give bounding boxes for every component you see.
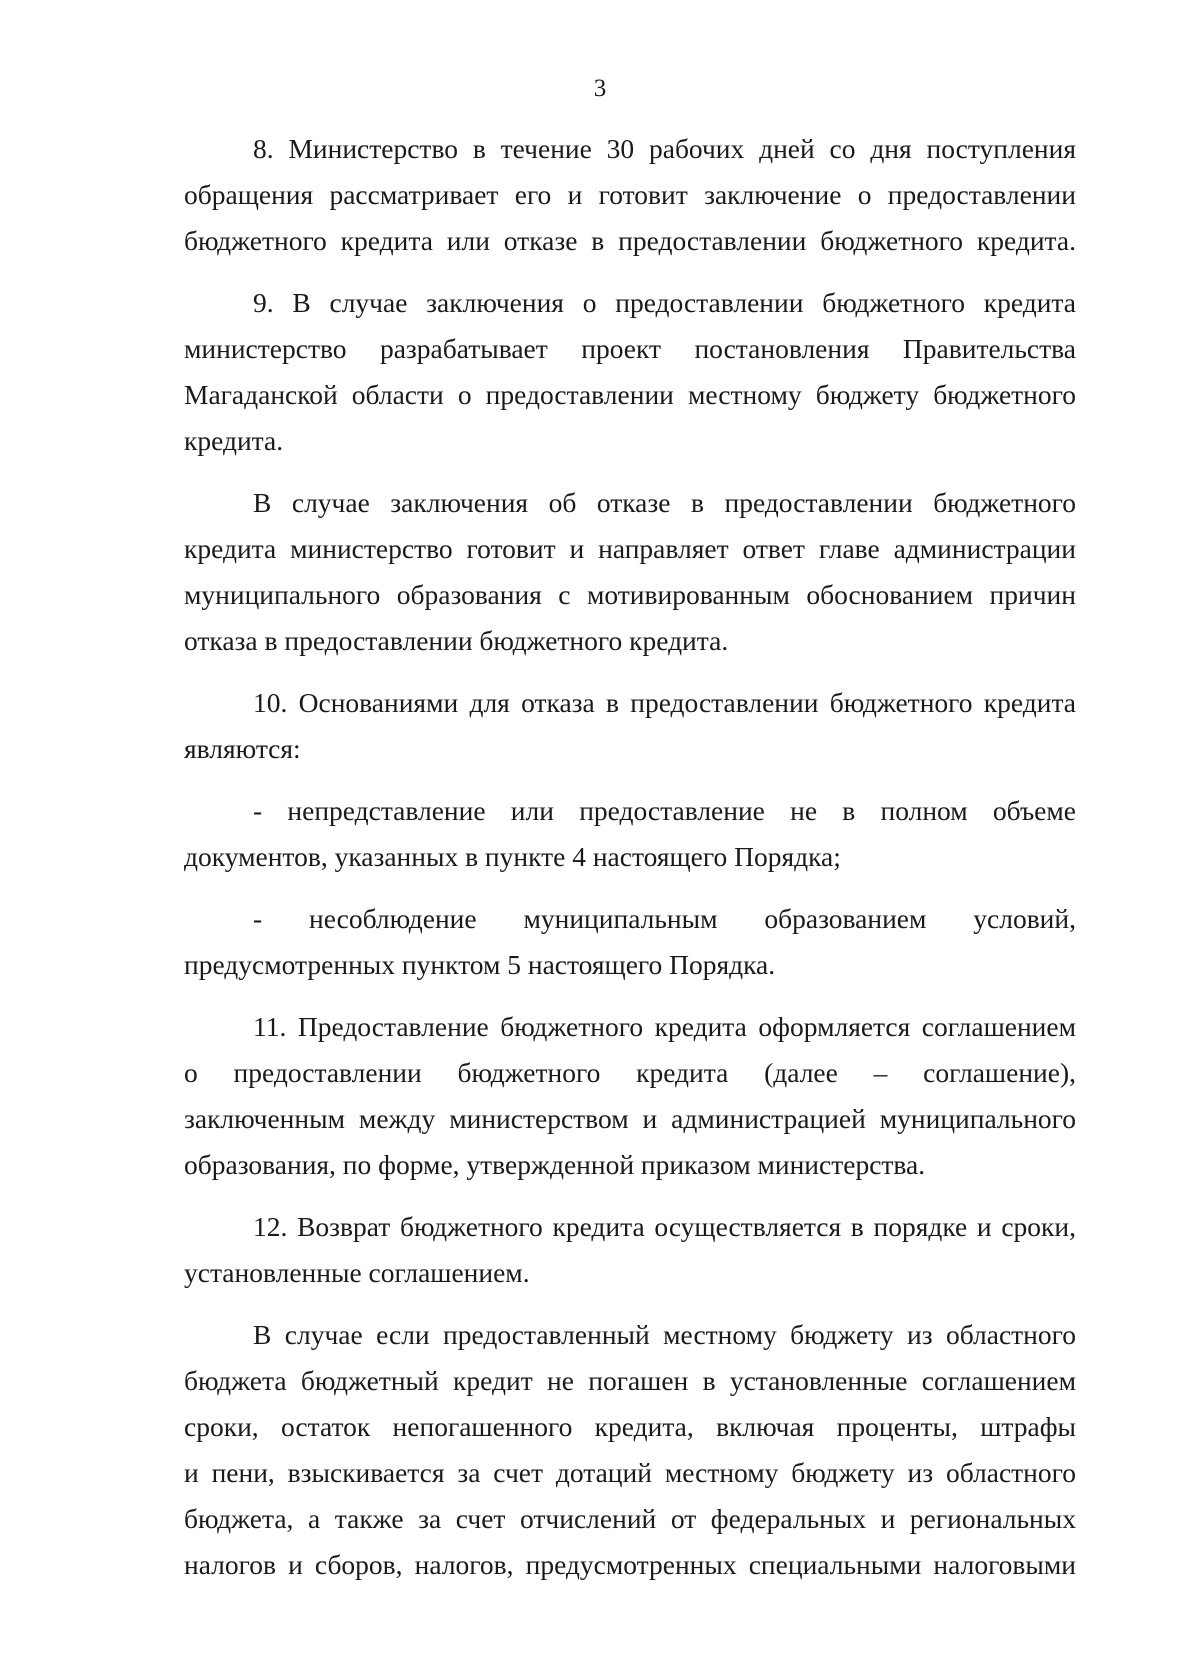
text-line: - непредставление или предоставление не в полном объеме: [253, 795, 1076, 826]
text-line: о предоставлении бюджетного кредита (далее – соглашение),: [184, 1057, 1076, 1088]
list-item-incomplete-documents: [184, 788, 1076, 880]
paragraph-12-unpaid: [184, 1312, 1076, 1588]
text-line: 12. Возврат бюджетного кредита осуществляется в порядке и сроки,: [253, 1211, 1076, 1242]
text-line: являются:: [184, 733, 301, 764]
text-line: В случае заключения об отказе в предоставлении бюджетного: [253, 487, 1076, 518]
paragraph-10: [184, 680, 1076, 772]
text-line: муниципального образования с мотивированным обоснованием причин: [184, 579, 1076, 610]
paragraph-11: [184, 1004, 1076, 1188]
text-line: - несоблюдение муниципальным образованием условий,: [253, 903, 1076, 934]
text-line: бюджета, а также за счет отчислений от федеральных и региональных: [184, 1503, 1076, 1534]
text-line: Магаданской области о предоставлении местному бюджету бюджетного: [184, 379, 1076, 410]
text-line: заключенным между министерством и администрацией муниципального: [184, 1103, 1076, 1134]
text-line: бюджетного кредита или отказе в предоставлении бюджетного кредита.: [184, 225, 1076, 256]
text-line: В случае если предоставленный местному бюджету из областного: [253, 1319, 1076, 1350]
text-line: обращения рассматривает его и готовит заключение о предоставлении: [184, 179, 1076, 210]
text-line: отказа в предоставлении бюджетного кредита.: [184, 625, 729, 656]
text-line: 11. Предоставление бюджетного кредита оформляется соглашением: [253, 1011, 1076, 1042]
paragraph-9: [184, 280, 1076, 464]
text-line: кредита.: [184, 425, 284, 456]
text-line: кредита министерство готовит и направляет ответ главе администрации: [184, 533, 1076, 564]
text-line: министерство разрабатывает проект постановления Правительства: [184, 333, 1076, 364]
text-line: 10. Основаниями для отказа в предоставлении бюджетного кредита: [253, 687, 1076, 718]
document-body: [184, 126, 1076, 1588]
text-line: бюджета бюджетный кредит не погашен в установленные соглашением: [184, 1365, 1076, 1396]
text-line: документов, указанных в пункте 4 настоящего Порядка;: [184, 841, 841, 872]
text-line: налогов и сборов, налогов, предусмотренных специальными налоговыми: [184, 1549, 1076, 1580]
text-line: и пени, взыскивается за счет дотаций местному бюджету из областного: [184, 1457, 1076, 1488]
text-line: 8. Министерство в течение 30 рабочих дней со дня поступления: [253, 133, 1076, 164]
text-line: предусмотренных пунктом 5 настоящего Порядка.: [184, 949, 776, 980]
text-line: образования, по форме, утвержденной приказом министерства.: [184, 1149, 926, 1180]
paragraph-8: [184, 126, 1076, 264]
text-line: 9. В случае заключения о предоставлении бюджетного кредита: [253, 287, 1076, 318]
text-line: сроки, остаток непогашенного кредита, включая проценты, штрафы: [184, 1411, 1076, 1442]
list-item-noncompliance: [184, 896, 1076, 988]
paragraph-12: [184, 1204, 1076, 1296]
page-number: 3: [593, 75, 607, 102]
text-line: установленные соглашением.: [184, 1257, 530, 1288]
paragraph-9-refusal: [184, 480, 1076, 664]
